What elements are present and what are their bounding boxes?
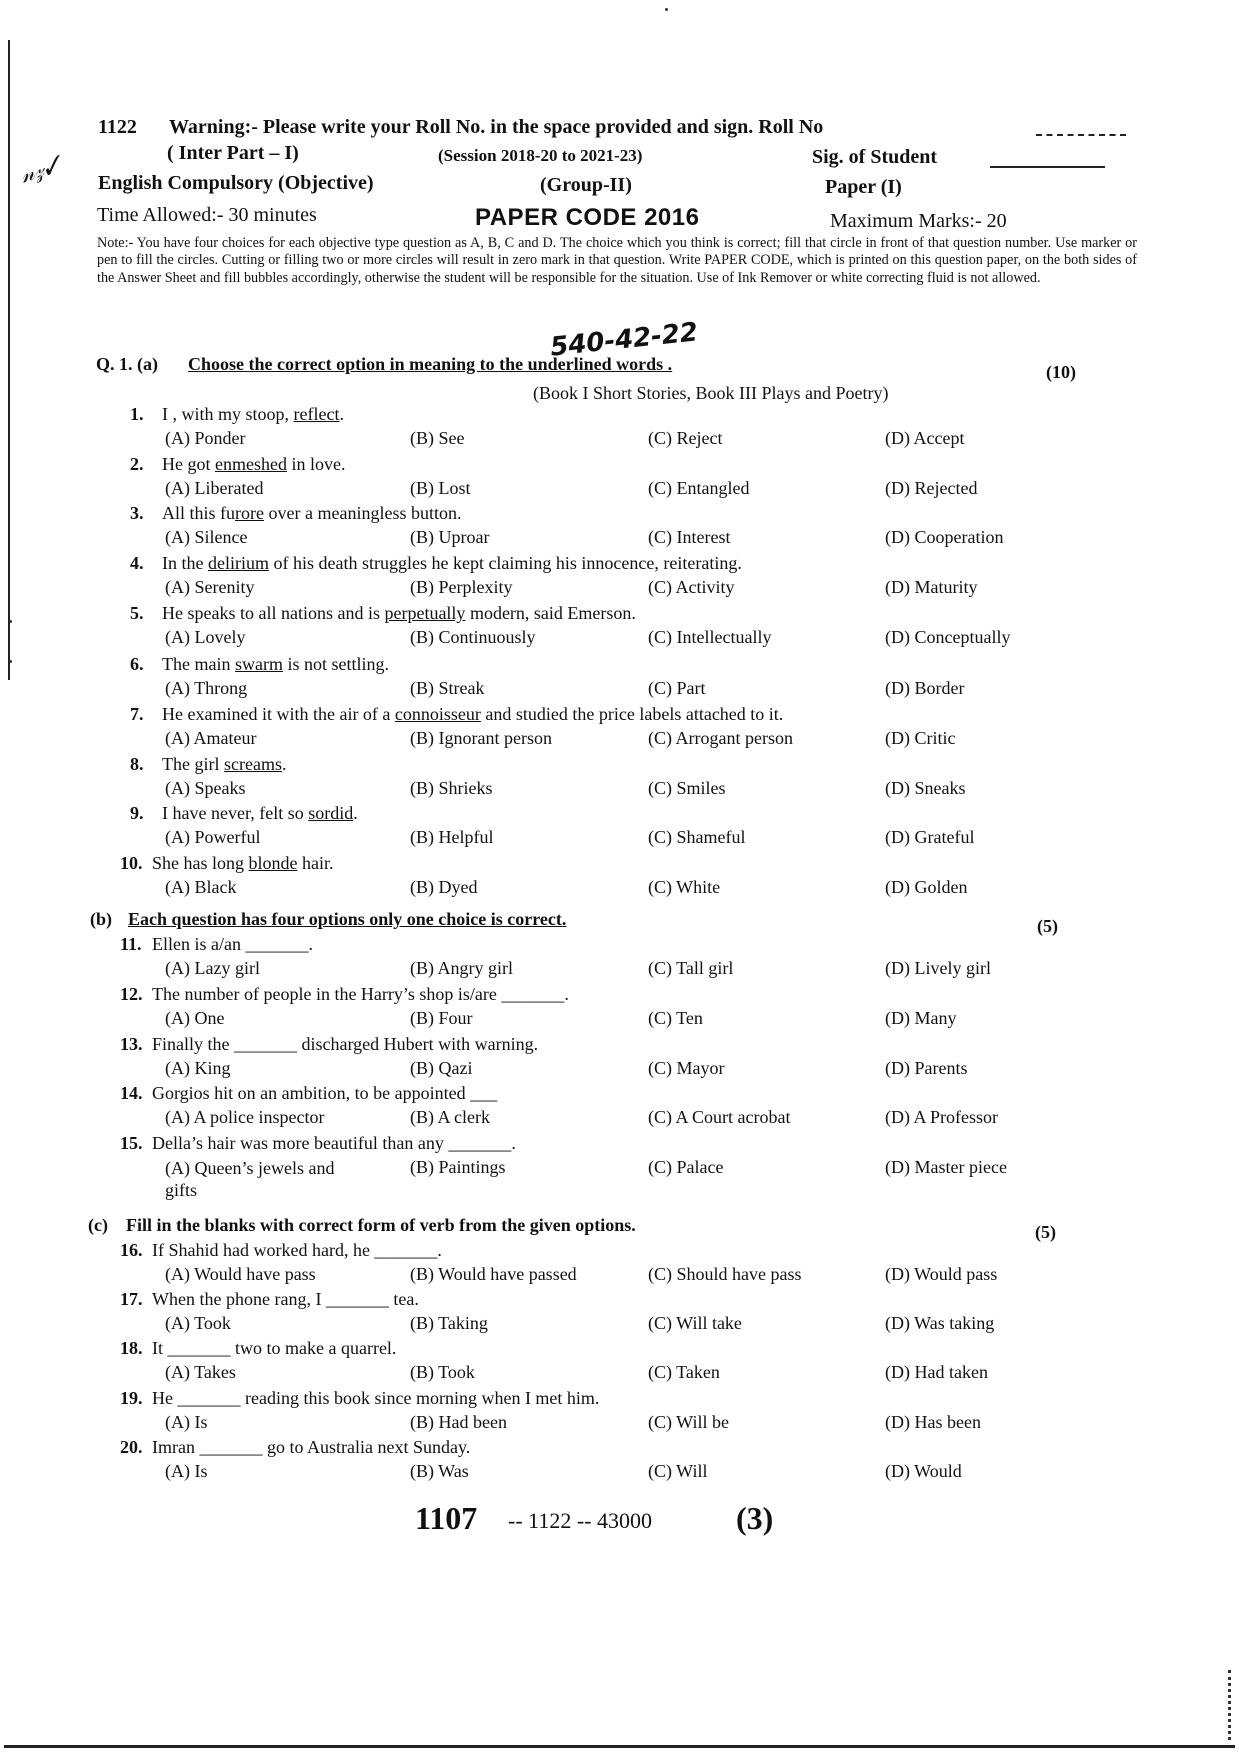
question-text [162,754,286,775]
question-text-part: hair. [297,853,334,873]
answer-option: (D) Has been [885,1412,981,1432]
question-text-part: She has long [152,853,249,873]
answer-option: (C) Entangled [648,478,750,498]
question-number: 4. [130,553,144,573]
instructions-note: Note:- You have four choices for each objective type question as A, B, C and D. The choice which you think is correct; fill that circle in front of that question number. Use marker or pen to fill the circles. Cutting or filling two or more circles will result in zero mark in that question. Write PAPER CODE, which is printed on this question paper, on the both sides of the Answer Sheet and fill bubbles accordingly, otherwise the student will be responsible for the situation. Use of Ink Remover or white correcting fluid is not allowed. [97,235,1137,286]
answer-option: (B) Paintings [410,1157,506,1177]
answer-option: (B) Lost [410,478,471,498]
answer-option: (C) Should have pass [648,1264,802,1284]
answer-option: (C) Mayor [648,1058,725,1078]
answer-option: (A) Is [165,1412,208,1432]
underlined-word: swarm [234,654,283,674]
answer-option: (B) Taking [410,1313,488,1333]
question-text [152,853,334,874]
answer-option: (C) A Court acrobat [648,1107,791,1127]
question-number: 2. [130,454,144,474]
answer-option: (C) Will be [648,1412,729,1432]
answer-option: (D) Would pass [885,1264,998,1284]
question-number: 7. [130,704,144,724]
answer-option: (C) Palace [648,1157,724,1177]
footer-page-number: (3) [736,1500,774,1536]
question-text [152,1240,442,1261]
question-text [162,603,636,624]
scan-edge-line [8,40,10,680]
question-number: 15. [120,1133,143,1153]
question-number: 1. [130,404,144,424]
question-number: 16. [120,1240,143,1260]
answer-option: (C) Ten [648,1008,703,1028]
question-text-part: In the [162,553,208,573]
section-c-marks: (5) [1035,1222,1056,1242]
answer-option: (A) Lazy girl [165,958,260,978]
question-text [162,503,461,524]
question-text-part: If Shahid had worked hard, he _______. [152,1240,442,1260]
underlined-word: connoisseur [394,704,481,724]
question-text [162,404,344,425]
section-c-label: (c) [88,1215,108,1235]
question-text-part: It _______ two to make a quarrel. [152,1338,397,1358]
question-number: 3. [130,503,144,523]
answer-option: (D) Had taken [885,1362,988,1382]
question-text-part: modern, said Emerson. [465,603,636,623]
question-number: 5. [130,603,144,623]
section-a-marks: (10) [1046,362,1076,382]
question-text-part: . [339,404,344,424]
question-text-part: in love. [286,454,346,474]
answer-option: (A) A police inspector [165,1107,325,1127]
answer-option: (A) Liberated [165,478,264,498]
section-a-title: Choose the correct option in meaning to the underlined words . [188,354,673,374]
maximum-marks: Maximum Marks:- 20 [830,210,1007,232]
question-text-part: over a meaningless button. [264,503,462,523]
signature-label: Sig. of Student [812,146,938,168]
margin-scribble-icon: 𝓃𝓏✓ [17,152,64,189]
question-text-part: is not settling. [282,654,389,674]
bottom-rule [4,1745,1235,1748]
answer-option: (A) Amateur [165,728,257,748]
answer-option: (D) Conceptually [885,627,1011,647]
section-b-label: (b) [90,909,112,929]
question-text-part: Finally the _______ discharged Hubert with warning. [152,1034,539,1054]
question-text-part: The number of people in the Harry’s shop is/are _______. [152,984,569,1004]
answer-option: (A) Would have pass [165,1264,316,1284]
question-number: 18. [120,1338,143,1358]
question-text [162,654,389,675]
question-number: 19. [120,1388,143,1408]
question-text-part: . [281,754,287,774]
answer-option: (C) White [648,877,721,897]
answer-option: (D) Parents [885,1058,968,1078]
answer-option: (B) Helpful [410,827,494,847]
underlined-word: sordid [308,803,354,823]
question-text [152,984,569,1005]
question-text-part: The girl [162,754,224,774]
answer-option: (D) Maturity [885,577,978,597]
answer-option: (A) Powerful [165,827,261,847]
answer-option: (A) Is [165,1461,208,1481]
question-text [152,1388,599,1409]
question-text [152,1338,396,1359]
answer-option: (B) Shrieks [410,778,493,798]
underlined-word: enmeshed [215,454,287,474]
answer-option: (B) Four [410,1008,473,1028]
answer-option: (B) See [410,428,465,448]
answer-option: (C) Activity [648,577,735,597]
answer-option: (C) Tall girl [648,958,734,978]
answer-option: (A) King [165,1058,231,1078]
subject: English Compulsory (Objective) [98,172,374,194]
question-text [162,803,358,824]
question-text [152,934,313,955]
answer-option: (D) Accept [885,428,965,448]
question-number: 14. [120,1083,143,1103]
paper-number-label: Paper (I) [825,176,902,198]
answer-option: (A) Throng [165,678,248,698]
answer-option: (B) A clerk [410,1107,490,1127]
underlined-word: rore [235,503,264,523]
answer-option: (A) Queen’s jewels and gifts [165,1158,335,1200]
question-text [162,454,345,475]
question-text-part: of his death struggles he kept claiming his innocence, reiterating. [268,553,742,573]
footer-code: 1107 [415,1500,478,1536]
question-text-part: Della’s hair was more beautiful than any _______. [152,1133,516,1153]
answer-option: (A) Speaks [165,778,246,798]
answer-option: (D) Border [885,678,965,698]
answer-option: (C) Arrogant person [648,728,793,748]
answer-option: (C) Will [648,1461,708,1481]
answer-option: (C) Interest [648,527,731,547]
answer-option: (C) Part [648,678,706,698]
section-c-title: Fill in the blanks with correct form of verb from the given options. [126,1215,636,1235]
question-number: 12. [120,984,143,1004]
scan-dot [665,8,668,11]
paper-code: PAPER CODE 2016 [475,204,700,231]
question-text-part: Gorgios hit on an ambition, to be appointed ___ [152,1083,498,1103]
answer-option: (B) Uproar [410,527,490,547]
question-number: 20. [120,1437,143,1457]
answer-option: (D) Golden [885,877,968,897]
answer-option: (B) Dyed [410,877,478,897]
answer-option: (B) Perplexity [410,577,513,597]
answer-option: (D) Many [885,1008,957,1028]
answer-option: (D) Sneaks [885,778,966,798]
question-number: 6. [130,654,144,674]
answer-option: (A) Serenity [165,577,255,597]
answer-option: (A) Ponder [165,428,246,448]
paper-number: 1122 [98,116,137,138]
answer-option: (B) Would have passed [410,1264,577,1284]
answer-option: (A) Silence [165,527,248,547]
question-text-part: Imran _______ go to Australia next Sunday. [152,1437,471,1457]
time-allowed: Time Allowed:- 30 minutes [97,204,317,226]
answer-option: (C) Reject [648,428,723,448]
underlined-word: perpetually [384,603,466,623]
section-a-label: Q. 1. (a) [96,354,158,374]
answer-option: (D) Critic [885,728,956,748]
question-text-part: . [353,803,358,823]
answer-option: (C) Will take [648,1313,742,1333]
answer-option: (D) A Professor [885,1107,998,1127]
question-text-part: He _______ reading this book since morning when I met him. [152,1388,600,1408]
question-text [152,1083,497,1104]
answer-option: (A) Took [165,1313,231,1333]
answer-option: (B) Ignorant person [410,728,552,748]
question-number: 17. [120,1289,143,1309]
answer-option: (D) Would [885,1461,962,1481]
answer-option: (D) Was taking [885,1313,995,1333]
answer-option: (B) Took [410,1362,475,1382]
answer-option: (B) Qazi [410,1058,473,1078]
answer-option: (D) Cooperation [885,527,1004,547]
answer-option: (C) Smiles [648,778,726,798]
question-text [152,1437,470,1458]
answer-option: (B) Was [410,1461,469,1481]
question-number: 11. [120,934,142,954]
question-text-part: He examined it with the air of a [162,704,395,724]
answer-option: (B) Had been [410,1412,507,1432]
scan-dot [9,620,12,623]
question-text [162,553,742,574]
question-text-part: He got [162,454,215,474]
warning-text: Warning:- Please write your Roll No. in the space provided and sign. Roll No [169,116,824,138]
group: (Group-II) [540,174,632,196]
answer-option: (A) Lovely [165,627,246,647]
question-number: 10. [120,853,143,873]
underlined-word: reflect [293,404,340,424]
section-b-marks: (5) [1037,916,1058,936]
answer-option: (A) One [165,1008,225,1028]
question-text-part: I have never, felt so [162,803,309,823]
answer-option: (C) Taken [648,1362,720,1382]
answer-option: (C) Intellectually [648,627,772,647]
signature-field[interactable] [990,166,1105,168]
question-text-part: When the phone rang, I _______ tea. [152,1289,419,1309]
question-text-part: Ellen is a/an _______. [152,934,313,954]
question-text [162,704,783,725]
question-number: 8. [130,754,144,774]
question-text-part: He speaks to all nations and is [162,603,385,623]
inter-part: ( Inter Part – I) [167,142,299,164]
answer-option: (A) Black [165,877,237,897]
footer-print-info: -- 1122 -- 43000 [508,1508,652,1533]
question-text [152,1289,419,1310]
underlined-word: delirium [207,553,269,573]
question-text-part: I , with my stoop, [162,404,294,424]
underlined-word: screams [223,754,282,774]
answer-option: (A) Takes [165,1362,236,1382]
roll-no-field[interactable] [1036,134,1126,136]
answer-option: (B) Angry girl [410,958,513,978]
question-text-part: All this fu [162,503,236,523]
scan-smudge [1210,1670,1231,1740]
session: (Session 2018-20 to 2021-23) [438,146,643,165]
answer-option: (D) Lively girl [885,958,991,978]
question-number: 9. [130,803,144,823]
answer-option: (D) Grateful [885,827,975,847]
scan-dot [9,660,12,663]
question-number: 13. [120,1034,143,1054]
section-b-title: Each question has four options only one choice is correct. [128,909,567,929]
question-text [152,1133,516,1154]
answer-option: (D) Rejected [885,478,978,498]
question-text [152,1034,538,1055]
answer-option: (D) Master piece [885,1157,1007,1177]
handwritten-code: 540-42-22 [548,317,700,363]
question-text-part: The main [162,654,235,674]
underlined-word: blonde [248,853,298,873]
question-text-part: and studied the price labels attached to it. [480,704,784,724]
answer-option: (B) Continuously [410,627,536,647]
answer-option: (C) Shameful [648,827,746,847]
answer-option: (B) Streak [410,678,485,698]
section-a-books: (Book I Short Stories, Book III Plays and Poetry) [533,383,889,403]
